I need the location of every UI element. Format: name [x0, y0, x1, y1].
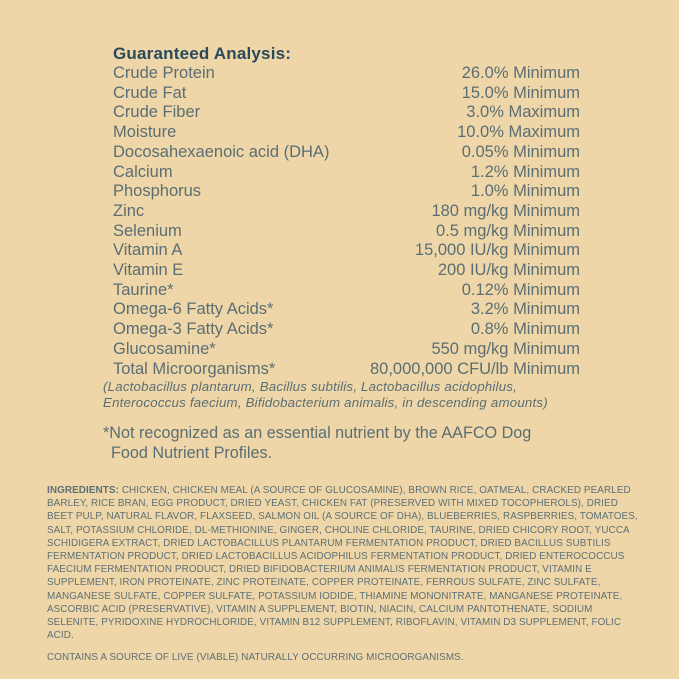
analysis-row — [113, 103, 580, 123]
analysis-row — [113, 163, 580, 183]
analysis-row — [113, 123, 580, 143]
analysis-row — [113, 202, 580, 222]
nutrient-name: Omega-3 Fatty Acids* — [113, 320, 274, 339]
ingredients-label: INGREDIENTS: — [47, 485, 119, 496]
nutrient-value: 0.05% Minimum — [461, 142, 580, 161]
guaranteed-analysis-title: Guaranteed Analysis: — [113, 44, 292, 63]
nutrient-value: 0.12% Minimum — [461, 280, 580, 299]
analysis-row — [113, 320, 580, 340]
nutrient-value: 1.0% Minimum — [470, 182, 580, 201]
analysis-row — [113, 64, 580, 84]
analysis-row — [113, 281, 580, 301]
nutrient-name: Phosphorus — [113, 182, 202, 201]
nutrient-name: Taurine* — [113, 280, 174, 299]
nutrient-name: Docosahexaenoic acid (DHA) — [113, 142, 330, 161]
nutrient-value: 200 IU/kg Minimum — [437, 261, 580, 280]
nutrient-name: Moisture — [113, 123, 177, 142]
nutrient-name: Glucosamine* — [113, 339, 216, 358]
nutrient-name: Vitamin E — [113, 261, 184, 280]
nutrient-name: Crude Fiber — [113, 103, 201, 122]
nutrient-name: Vitamin A — [113, 241, 183, 260]
nutrient-value: 80,000,000 CFU/lb Minimum — [369, 359, 580, 378]
nutrient-value: 180 mg/kg Minimum — [431, 201, 580, 220]
nutrient-value: 15,000 IU/kg Minimum — [414, 241, 580, 260]
nutrient-value: 3.0% Maximum — [466, 103, 580, 122]
nutrient-name: Crude Fat — [113, 83, 187, 102]
analysis-row — [113, 300, 580, 320]
analysis-row — [113, 222, 580, 242]
analysis-row — [113, 182, 580, 202]
nutrient-value: 550 mg/kg Minimum — [431, 339, 580, 358]
nutrient-value: 10.0% Maximum — [457, 123, 580, 142]
nutrient-value: 15.0% Minimum — [461, 83, 580, 102]
nutrient-name: Omega-6 Fatty Acids* — [113, 300, 274, 319]
analysis-row — [113, 360, 580, 380]
ingredients-paragraph — [47, 484, 639, 642]
analysis-row — [113, 84, 580, 104]
microorganisms-species-note: (Lactobacillus plantarum, Bacillus subtilis, Lactobacillus acidophilus, Enterococcus faecium, Bifidobacterium animalis, in descending amounts) — [103, 379, 548, 411]
analysis-row — [113, 143, 580, 163]
analysis-row — [113, 241, 580, 261]
ingredients-section — [47, 484, 639, 665]
nutrient-name: Zinc — [113, 201, 145, 220]
aafco-footnote: *Not recognized as an essential nutrient by the AAFCO Dog Food Nutrient Profiles. — [103, 424, 532, 462]
analysis-table — [113, 64, 580, 379]
nutrient-value: 3.2% Minimum — [470, 300, 580, 319]
nutrient-name: Selenium — [113, 221, 182, 240]
analysis-row — [113, 261, 580, 281]
nutrient-name: Crude Protein — [113, 64, 215, 82]
nutrient-value: 0.8% Minimum — [470, 320, 580, 339]
contains-microorganisms-note: CONTAINS A SOURCE OF LIVE (VIABLE) NATURALLY OCCURRING MICROORGANISMS. — [47, 652, 464, 664]
nutrient-value: 1.2% Minimum — [470, 162, 580, 181]
guaranteed-analysis-section — [103, 44, 580, 463]
nutrient-name: Total Microorganisms* — [113, 359, 276, 378]
nutrient-name: Calcium — [113, 162, 173, 181]
nutrient-value: 0.5 mg/kg Minimum — [436, 221, 580, 240]
nutrient-value: 26.0% Minimum — [461, 64, 580, 82]
analysis-row — [113, 340, 580, 360]
ingredients-text: CHICKEN, CHICKEN MEAL (A SOURCE OF GLUCOSAMINE), BROWN RICE, OATMEAL, CRACKED PEARLED BARLEY, RICE BRAN, EGG PRODUCT, DRIED YEAST, CHICKEN FAT (PRESERVED WITH MIXED TOCOPHEROLS), DRIED BEET PULP, NATURAL FLAVOR, FLAXSEED, SALMON OIL (A SOURCE OF DHA), BLUEBERRIES, RASPBERRIES, TOMATOES, SALT, POTASSIUM CHLORIDE, DL-METHIONINE, GINGER, CHOLINE CHLORIDE, TAURINE, DRIED CHICORY ROOT, YUCCA SCHIDIGERA EXTRACT, DRIED LACTOBACILLUS PLANTARUM FERMENTATION PRODUCT, DRIED BACILLUS SUBTILIS FERMENTATION PRODUCT, DRIED LACTOBACILLUS ACIDOPHILUS FERMENTATION PRODUCT, DRIED ENTEROCOCCUS FAECIUM FERMENTATION PRODUCT, DRIED BIFIDOBACTERIUM ANIMALIS FERMENTATION PRODUCT, VITAMIN E SUPPLEMENT, IRON PROTEINATE, ZINC PROTEINATE, COPPER PROTEINATE, FERROUS SULFATE, ZINC SULFATE, MANGANESE SULFATE, COPPER SULFATE, POTASSIUM IODIDE, THIAMINE MONONITRATE, MANGANESE PROTEINATE, ASCORBIC ACID (PRESERVATIVE), VITAMIN A SUPPLEMENT, BIOTIN, NIACIN, CALCIUM PANTOTHENATE, SODIUM SELENITE, PYRIDOXINE HYDROCHLORIDE, VITAMIN B12 SUPPLEMENT, RIBOFLAVIN, VITAMIN D3 SUPPLEMENT, FOLIC ACID. — [47, 485, 638, 642]
